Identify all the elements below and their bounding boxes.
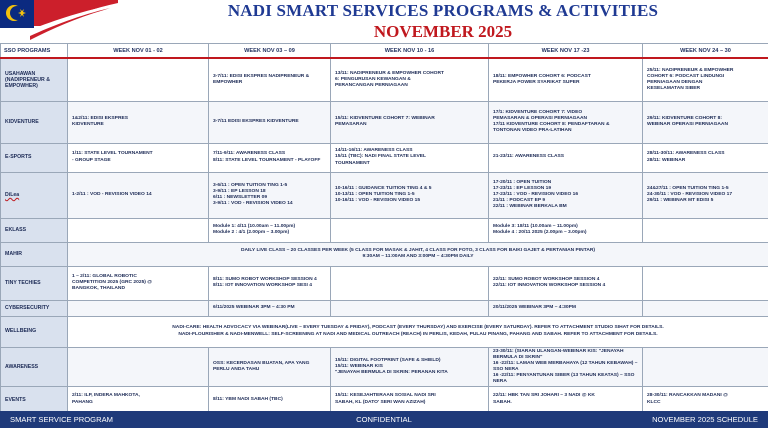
cell-line: 22/11 : WEBINAR BERKALA BM: [493, 204, 567, 210]
table-row: [1, 101, 768, 143]
cell-line: NADI-FLOURISHER & NADI-MENWELL: SELF-SCREENING AT NADI AND MEDICAL OUTREACH (REACH) IN PERLIS, KEDAH, PULAU PINANG, PAHANG AND SABAH. REFER TO ATTACHMENT FOR DETAILS.: [178, 331, 658, 337]
schedule-cell: [331, 143, 489, 172]
schedule-cell: [209, 266, 331, 300]
header-row: [1, 44, 768, 59]
cell-line: 7/11-9/11: AWARENESS CLASS: [213, 151, 286, 157]
schedule-cell: [209, 300, 331, 316]
cell-line: OSS: KECERDASAN BUATAN, APA YANG: [213, 360, 310, 366]
cell-line: 15/11 (TBC): NADI FINAL STATE LEVEL: [335, 154, 427, 160]
cell-line: 8/11: SUMO ROBOT WORKSHOP SESSION 4: [213, 276, 317, 282]
table-row: [1, 242, 768, 266]
cell-line: 15/11: KIDVENTURE COHORT 7: WEBINAR: [335, 115, 435, 121]
schedule-cell: [489, 387, 643, 413]
program-line: EMPOWHER): [5, 82, 38, 89]
cell-line: 16 -22/11: PENYANTUNAN SIBER (13 TAHUN KEATAS) – SSO NERA: [493, 372, 635, 384]
schedule-cell: [209, 172, 331, 218]
cell-line: Module 2 : 4/1 (2.00pm – 3.00pm): [213, 230, 290, 235]
cell-line: 6: PENGURUSAN KEWANGAN &: [335, 76, 411, 82]
column-header: WEEK NOV 01 - 02: [68, 44, 209, 59]
cell-line: 24-30/11 : VOD - REVISION VIDEO 17: [647, 191, 733, 197]
cell-line: 3-7/11: EDISI EKSPRES NADIPRENEUR &: [213, 73, 310, 79]
schedule-cell: [489, 172, 643, 218]
schedule-table: [0, 43, 768, 413]
cell-line: 17/1: KIDVENTURE COHORT 7: VIDEO: [493, 109, 583, 115]
schedule-cell: [209, 218, 331, 242]
schedule-cell: [489, 300, 643, 316]
program-name: [1, 218, 68, 242]
schedule-cell: [643, 218, 768, 242]
cell-line: PERANCANGAN PERNIAGAAN: [335, 82, 408, 88]
schedule-cell: [643, 172, 768, 218]
cell-line: - GROUP STAGE: [72, 157, 111, 163]
table-row: [1, 387, 768, 413]
cell-line: 15/11: KESEJAHTERAAN SOSIAL NADI SRI: [335, 393, 436, 399]
schedule-cell: [331, 300, 489, 316]
schedule-cell: [209, 101, 331, 143]
cell-line: 21-23/11: AWARENESS CLASS: [493, 154, 565, 160]
schedule-cell: [489, 347, 643, 387]
program-line: TINY TECHIES: [5, 279, 41, 286]
cell-line: "JENAYAH BERMULA DI SKRIN: PERANAN KITA: [335, 369, 448, 375]
schedule-cell: [489, 143, 643, 172]
cell-line: NADI-CARE: HEALTH ADVOCACY VIA WEBINAR(LIVE – EVERY TUESDAY & FRIDAY), PODCAST (EVERY THURSDAY) AND EXERCISE (EVERY SATURDAY). REFER TO ATTACHMENT STUDIO SIHAT FOR DETAILS.: [172, 325, 664, 331]
program-name: [1, 172, 68, 218]
cell-line: Module 1: 4/11 (10.00am – 11.00pm): [213, 223, 296, 229]
schedule-cell: [331, 266, 489, 300]
table-row: [1, 300, 768, 316]
footer-bar: [0, 411, 768, 428]
program-line: CYBERSECURITY: [5, 304, 50, 311]
program-line: WELLBEING: [5, 328, 37, 335]
schedule-cell: [643, 58, 768, 101]
cell-line: SABAH.: [493, 399, 512, 405]
schedule-cell: [68, 58, 209, 101]
program-line: MAHIR: [5, 250, 23, 257]
cell-line: 3-7/11 EDISI EKSPRES KIDVENTURE: [213, 118, 299, 124]
schedule-cell: [643, 387, 768, 413]
cell-line: 29/11 : WEBINAR MT EDISI 5: [647, 198, 714, 204]
cell-line: 6/11 : NEWSLETTER 09: [213, 195, 268, 200]
cell-line: 22/11: HBK TAN SRI JOHARI – 3 NADI @ KK: [493, 393, 595, 399]
schedule-cell: [643, 101, 768, 143]
spanning-cell: [68, 316, 768, 347]
schedule-cell: [331, 387, 489, 413]
page-title: NADI SMART SERVICES PROGRAMS & ACTIVITIES: [227, 1, 659, 20]
cell-line: 20/11/2025 WEBINAR 3PM – 4:30PM: [493, 304, 576, 310]
cell-line: 1-2/11 : VOD - REVISION VIDEO 14: [72, 191, 152, 197]
cell-line: KESELAMATAN SIBER: [647, 85, 701, 91]
schedule-cell: [68, 300, 209, 316]
schedule-cell: [209, 143, 331, 172]
cell-line: KIDVENTURE: [72, 122, 104, 127]
cell-line: Module 3: 18/11 (10.00am – 11.00pm): [493, 223, 578, 229]
program-line: AWARENESS: [5, 363, 39, 370]
cell-line: 25/11: NADIPRENEUR & EMPOWHER: [647, 67, 734, 73]
schedule-cell: [331, 172, 489, 218]
cell-line: 29/11: KIDVENTURE COHORT 8:: [647, 115, 723, 121]
program-name: [1, 58, 68, 101]
cell-line: 15/11: WEBINAR KIS: [335, 363, 383, 369]
cell-line: SABAH, KL (DATO' SERI WAN AZIZAH): [335, 399, 426, 405]
cell-line: PERLU ANDA TAHU: [213, 366, 260, 372]
program-name: [1, 242, 68, 266]
program-line: KIDVENTURE: [5, 118, 39, 125]
cell-line: EMPOWHER: [213, 79, 243, 85]
cell-line: 23-30/11: (SIARAN ULANGAN-WEBINAR KIS: "JENAYAH BERMULA DI SKRIN": [493, 348, 624, 360]
footer-left: SMART SERVICE PROGRAM: [10, 415, 113, 424]
program-name: [1, 143, 68, 172]
cell-line: DAILY LIVE CLASS – 20 CLASSES PER WEEK (5 CLASS FOR MASAK & JAHIT, 4 CLASS FOR FOTO, 3 CLASS FOR BAIKI GAJET & PERTANIAN PINTAR): [240, 247, 596, 253]
cell-line: 21/11 : PODCAST EP 9: [493, 198, 546, 204]
cell-line: BANGKOK, THAILAND: [72, 286, 125, 292]
cell-line: 1 – 2/11: GLOBAL ROBOTIC: [72, 273, 137, 279]
column-header: WEEK NOV 03 – 09: [209, 44, 331, 59]
cell-line: 16 -22/11: LAMAN WEB MERBAHAYA (12 TAHUN KEBAWAH) – SSO NERA: [493, 360, 638, 372]
table-row: [1, 172, 768, 218]
cell-line: COHORT 6: PODCAST LINDUNGI: [647, 73, 725, 79]
table-row: [1, 266, 768, 300]
cell-line: 8/11: YBM NADI SABAH (TBC): [213, 396, 283, 402]
cell-line: 2/11: ILP, INDERA MAHKOTA,: [72, 393, 140, 399]
cell-line: 17-23/11 : EP LESSON 19: [493, 185, 552, 191]
column-header: WEEK NOV 17 -23: [489, 44, 643, 59]
cell-line: PEMASARAN & OPERASI PERNIAGAAN: [493, 115, 588, 121]
schedule-cell: [209, 58, 331, 101]
schedule-cell: [331, 58, 489, 101]
schedule-cell: [643, 347, 768, 387]
malaysia-flag-icon: [0, 0, 118, 44]
program-line: EKLASS: [5, 226, 27, 233]
schedule-cell: [489, 266, 643, 300]
table-row: [1, 316, 768, 347]
cell-line: 10-16/11 : GUIDANCE TUITION TING 4 & 5: [335, 185, 432, 191]
schedule-cell: [489, 218, 643, 242]
program-name: [1, 101, 68, 143]
schedule-cell: [68, 172, 209, 218]
table-row: [1, 347, 768, 387]
cell-line: 8/11: STATE LEVEL TOURNAMENT - PLAYOFF: [213, 157, 321, 163]
column-header: WEEK NOV 10 - 16: [331, 44, 489, 59]
program-name: [1, 316, 68, 347]
program-line: (NADIPRENEUR &: [5, 76, 50, 83]
table-row: [1, 218, 768, 242]
table-row: [1, 58, 768, 101]
program-line: EVENTS: [5, 396, 26, 403]
cell-line: 1&2/11: EDISI EKSPRES: [72, 115, 128, 121]
schedule-cell: [331, 218, 489, 242]
cell-line: TOURNAMENT: [335, 160, 370, 166]
program-name: [1, 300, 68, 316]
cell-line: PAHANG: [72, 399, 93, 405]
schedule-cell: [643, 266, 768, 300]
cell-line: 3-9/11 : VOD - REVISION VIDEO 14: [213, 201, 293, 207]
cell-line: 3-6/11 : OPEN TUITION TING 1-5: [213, 182, 288, 188]
schedule-cell: [209, 347, 331, 387]
program-line: E-SPORTS: [5, 154, 32, 161]
cell-line: 14/11-16/11: AWARENESS CLASS: [335, 148, 413, 154]
cell-line: Module 4 : 20/11 2025 (2.00pm – 3.00pm): [493, 230, 587, 235]
cell-line: KLCC: [647, 399, 661, 405]
column-header: SSO PROGRAMS: [1, 44, 68, 59]
program-name: [1, 347, 68, 387]
footer-center: CONFIDENTIAL: [356, 415, 412, 424]
schedule-cell: [489, 58, 643, 101]
schedule-cell: [489, 101, 643, 143]
schedule-cell: [68, 101, 209, 143]
program-line: DiLea: [5, 191, 20, 198]
schedule-cell: [68, 347, 209, 387]
cell-line: 13/11: NADIPRENEUR & EMPOWHER COHORT: [335, 70, 444, 76]
cell-line: PEKERJA POWER SYARIKAT SUPER: [493, 79, 580, 85]
cell-line: 10-13/11 : OPEN TUITION TING 1-5: [335, 191, 415, 197]
cell-line: 15/11: DIGITAL FOOTPRINT (SAFE & SHIELD): [335, 357, 441, 363]
cell-line: 18/11: EMPOWHER COHORT 6: PODCAST: [493, 73, 591, 79]
column-header: WEEK NOV 24 – 30: [643, 44, 768, 59]
schedule-cell: [68, 218, 209, 242]
cell-line: 28/11-30/11: AWARENESS CLASS: [647, 151, 725, 157]
cell-line: 6/11/2025 WEBINAR 3PM – 4:30 PM: [213, 304, 295, 310]
cell-line: 22/11: IOT INNOVATION WORKSHOP SESSION 4: [493, 283, 606, 288]
cell-line: 1/11: STATE LEVEL TOURNAMENT: [72, 151, 153, 157]
cell-line: 8/11: IOT INNOVATION WORKSHOP SESI 4: [213, 283, 312, 288]
spanning-cell: [68, 242, 768, 266]
schedule-cell: [331, 101, 489, 143]
schedule-cell: [643, 143, 768, 172]
cell-line: 24&27/11 : OPEN TUITION TING 1-5: [647, 185, 729, 191]
program-name: [1, 387, 68, 413]
cell-line: COMPETITION 2025 (GRC 2025) @: [72, 279, 153, 285]
cell-line: 28-30/11: RANCAKKAN MADANI @: [647, 393, 728, 399]
schedule-cell: [68, 143, 209, 172]
cell-line: TONTONAN VIDEO PRA-LATIHAN: [493, 128, 572, 134]
page-subtitle: NOVEMBER 2025: [373, 22, 513, 41]
cell-line: WEBINAR OPERASI PERNIAGAAN: [647, 122, 728, 127]
cell-line: 17-23/11 : VOD - REVISION VIDEO 16: [493, 191, 579, 197]
schedule-cell: [209, 387, 331, 413]
cell-line: 17/11 KIDVENTURE COHORT 8: PENDAFTARAN &: [493, 122, 610, 127]
cell-line: PEMASARAN: [335, 122, 367, 127]
program-line: USAHAWAN: [5, 70, 36, 77]
footer-right: NOVEMBER 2025 SCHEDULE: [652, 415, 758, 424]
schedule-cell: [68, 387, 209, 413]
schedule-cell: [68, 266, 209, 300]
cell-line: 3-9/11 : EP LESSON 18: [213, 188, 266, 194]
table-row: [1, 143, 768, 172]
cell-line: 22/11: SUMO ROBOT WORKSHOP SESSION 4: [493, 276, 600, 282]
cell-line: PERNIAGAAN DENGAN: [647, 79, 703, 85]
schedule-cell: [331, 347, 489, 387]
cell-line: 28/11: WEBINAR: [647, 157, 686, 163]
cell-line: 17-20/11 : OPEN TUITION: [493, 179, 552, 185]
program-name: [1, 266, 68, 300]
cell-line: 9:30AM – 11:00AM AND 3:00PM – 4:30PM DAILY: [362, 254, 474, 259]
cell-line: 10-16/11 : VOD - REVISION VIDEO 15: [335, 198, 421, 204]
schedule-cell: [643, 300, 768, 316]
